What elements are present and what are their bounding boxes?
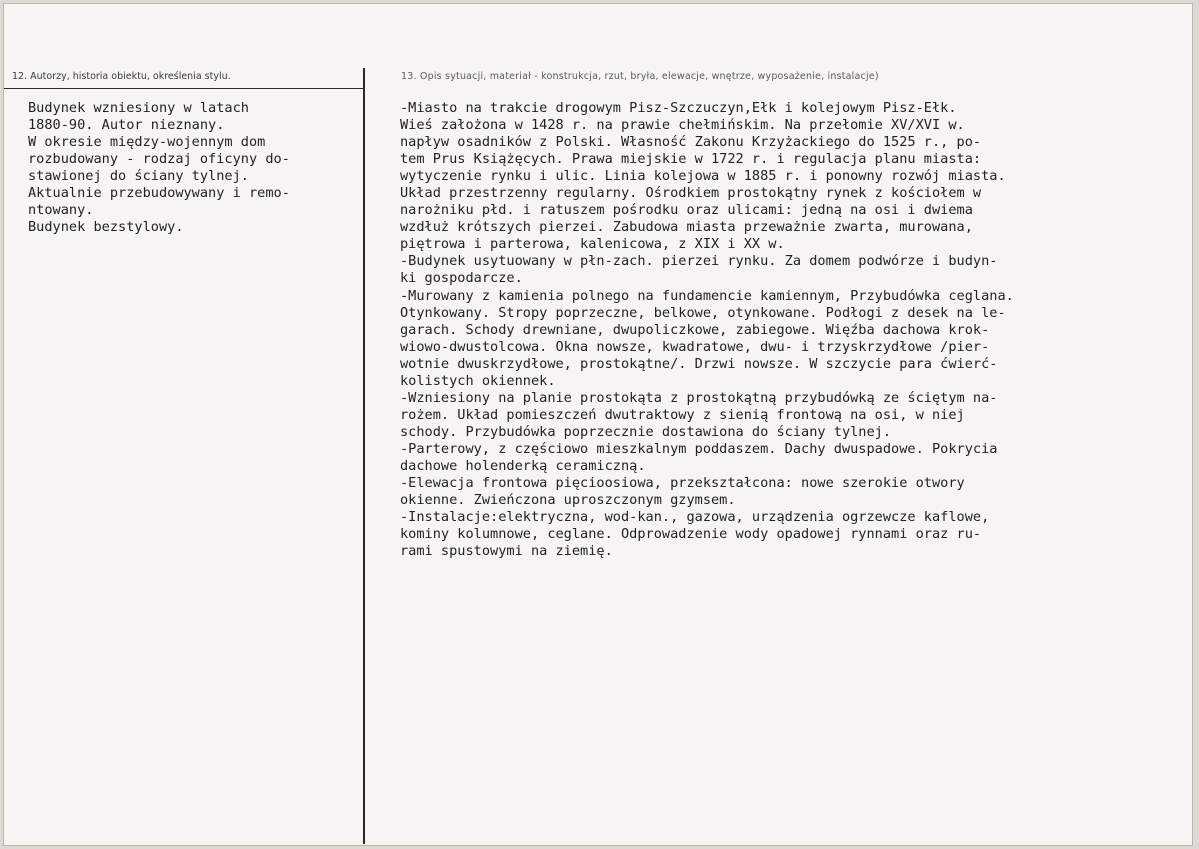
section-12-header: 12. Autorzy, historia obiektu, określenia stylu. <box>12 71 231 82</box>
text-line: -Budynek usytuowany w płn-zach. pierzei rynku. Za domem podwórze i budyn- <box>400 253 998 270</box>
text-line: narożniku płd. i ratuszem pośrodku oraz ulicami: jedną na osi i dwiema <box>400 202 973 219</box>
text-line: Budynek wzniesiony w latach <box>28 100 249 116</box>
inventory-card <box>3 3 1193 846</box>
column-divider <box>363 68 365 844</box>
text-line: -Miasto na trakcie drogowym Pisz-Szczuczyn,Ełk i kolejowym Pisz-Ełk. <box>400 100 957 116</box>
text-line: kolistych okiennek. <box>400 372 556 389</box>
text-line: Wieś założona w 1428 r. na prawie chełmińskim. Na przełomie XV/XVI w. <box>400 117 965 134</box>
text-line: W okresie między-wojennym dom <box>28 134 266 151</box>
text-line: rożem. Układ pomieszczeń dwutraktowy z sienią frontową na osi, w niej <box>400 406 965 423</box>
description-text <box>400 100 1014 560</box>
text-line: 1880-90. Autor nieznany. <box>28 117 225 134</box>
text-line: -Elewacja frontowa pięcioosiowa, przekształcona: nowe szerokie otwory <box>400 475 965 492</box>
text-line: wiowo-dwustolcowa. Okna nowsze, kwadratowe, dwu- i trzyskrzydłowe /pier- <box>400 338 990 355</box>
authors-history-text <box>28 100 290 236</box>
text-line: piętrowa i parterowa, kalenicowa, z XIX i XX w. <box>400 236 785 253</box>
text-line: ntowany. <box>28 202 94 219</box>
text-line: wzdłuż krótszych pierzei. Zabudowa miasta przeważnie zwarta, murowana, <box>400 219 973 236</box>
text-line: garach. Schody drewniane, dwupoliczkowe, zabiegowe. Więźba dachowa krok- <box>400 321 990 338</box>
text-line: -Instalacje:elektryczna, wod-kan., gazowa, urządzenia ogrzewcze kaflowe, <box>400 509 990 526</box>
text-line: -Parterowy, z częściowo mieszkalnym poddaszem. Dachy dwuspadowe. Pokrycia <box>400 440 998 457</box>
section-13-header: 13. Opis sytuacji, materiał - konstrukcja, rzut, bryła, elewacje, wnętrze, wyposażenie, instalacje) <box>401 71 879 82</box>
text-line: Aktualnie przebudowywany i remo- <box>28 185 290 202</box>
text-line: wotnie dwuskrzydłowe, prostokątne/. Drzwi nowsze. W szczycie para ćwierć- <box>400 355 998 372</box>
text-line: stawionej do ściany tylnej. <box>28 168 249 185</box>
text-line: ki gospodarcze. <box>400 270 523 287</box>
text-line: Układ przestrzenny regularny. Ośrodkiem prostokątny rynek z kościołem w <box>400 185 982 202</box>
text-line: -Murowany z kamienia polnego na fundamencie kamiennym, Przybudówka ceglana. <box>400 287 1014 304</box>
text-line: Otynkowany. Stropy poprzeczne, belkowe, otynkowane. Podłogi z desek na le- <box>400 304 1006 321</box>
text-line: Budynek bezstylowy. <box>28 219 184 236</box>
text-line: rami spustowymi na ziemię. <box>400 543 613 560</box>
text-line: okienne. Zwieńczona uproszczonym gzymsem. <box>400 492 736 509</box>
text-line: -Wzniesiony na planie prostokąta z prostokątną przybudówką ze ściętym na- <box>400 389 998 406</box>
text-line: tem Prus Książęcych. Prawa miejskie w 1722 r. i regulacja planu miasta: <box>400 151 982 168</box>
text-line: rozbudowany - rodzaj oficyny do- <box>28 151 290 168</box>
text-line: kominy kolumnowe, ceglane. Odprowadzenie wody opadowej rynnami oraz ru- <box>400 526 982 543</box>
text-line: schody. Przybudówka poprzecznie dostawiona do ściany tylnej. <box>400 423 892 440</box>
header-divider <box>4 88 363 89</box>
text-line: dachowe holenderką ceramiczną. <box>400 457 646 474</box>
text-line: wytyczenie rynku i ulic. Linia kolejowa w 1885 r. i ponowny rozwój miasta. <box>400 168 1006 185</box>
text-line: napływ osadników z Polski. Własność Zakonu Krzyżackiego do 1525 r., po- <box>400 134 982 151</box>
